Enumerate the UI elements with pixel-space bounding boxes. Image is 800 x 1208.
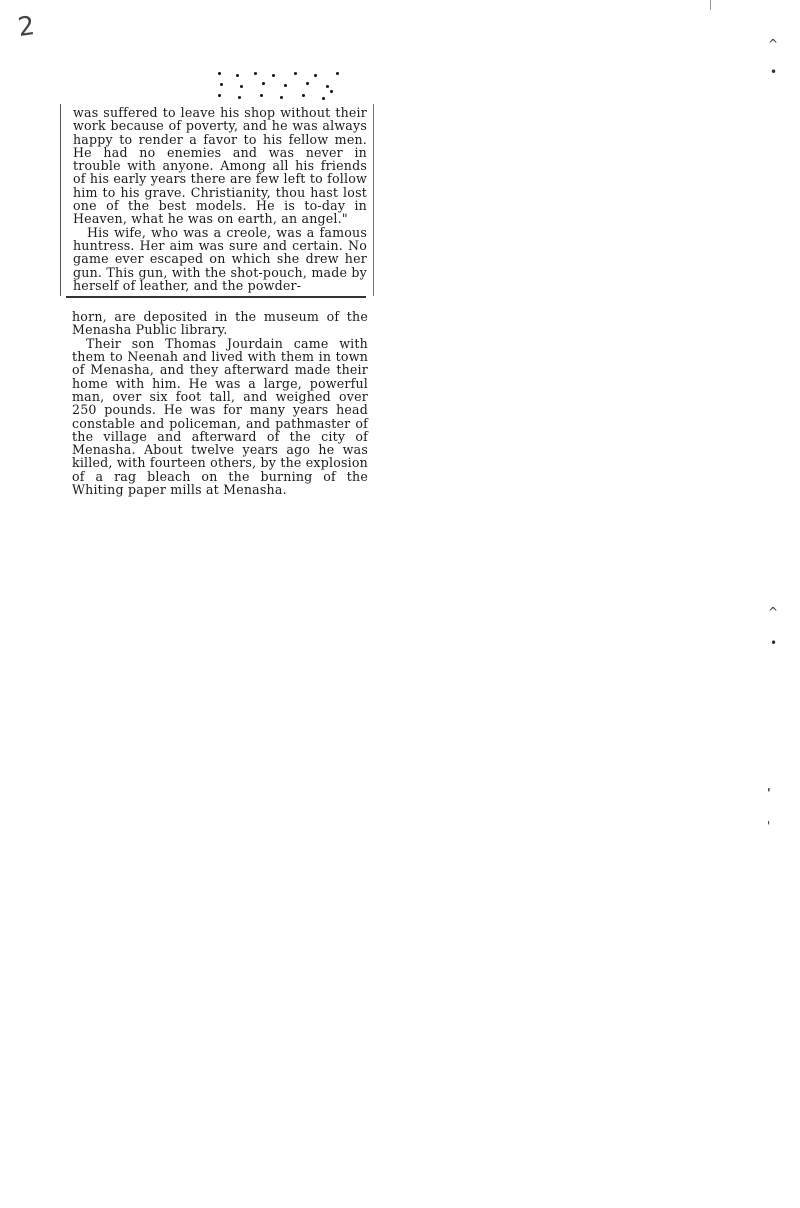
paragraph: His wife, who was a creole, was a famous huntress. Her aim was sure and certain. No game ever escaped on which she drew her gun. This gun, with the shot-pouch, made by herself of leather, and the powder-	[73, 224, 367, 293]
clipping-lower-section	[60, 298, 374, 496]
margin-mark-6: '	[767, 819, 771, 833]
edge-tick	[710, 0, 711, 10]
paragraph: horn, are deposited in the museum of the Menasha Public library.	[72, 309, 368, 338]
clipping-upper-section	[60, 104, 374, 296]
paragraph: was suffered to leave his shop without their work because of poverty, and he was always happy to render a favor to his fellow men. He had no enemies and was never in trouble with anyone. Among all his friends of his early years there are few left to follow him to his grave. Christianity, thou hast lost one of the best models. He is to-day in Heaven, what he was on earth, an angel."	[73, 105, 367, 227]
paragraph: Their son Thomas Jourdain came with them to Neenah and lived with them in town of Menasha, and they afterward made their home with him. He was a large, powerful man, over six foot tall, and weighed over 250 pounds. He was for many years head constable and policeman, and pathmaster of the village and afterward of the city of Menasha. About twelve years ago he was killed, with fourteen others, by the explosion of a rag bleach on the burning of the Whiting paper mills at Menasha.	[72, 335, 368, 498]
newspaper-clipping	[60, 104, 374, 496]
margin-mark-3: ^	[768, 605, 779, 619]
perforation-holes	[210, 70, 350, 104]
page-number: 2	[15, 10, 37, 44]
margin-mark-5: '	[767, 786, 771, 800]
margin-mark-1: ^	[768, 37, 779, 51]
margin-mark-4: •	[770, 636, 778, 650]
margin-mark-2: •	[770, 65, 778, 79]
